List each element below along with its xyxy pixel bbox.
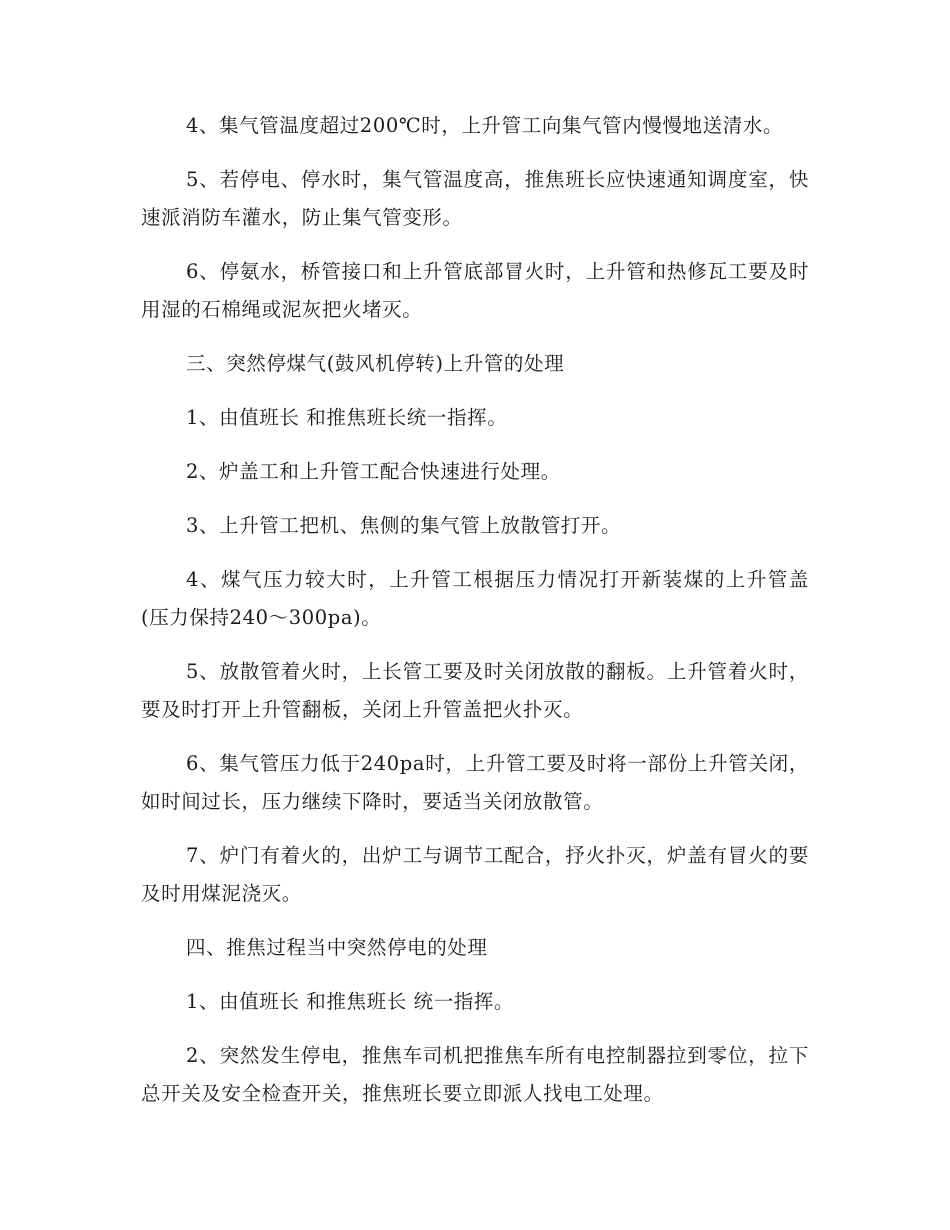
paragraph-item: 1、由值班长 和推焦班长 统一指挥。	[186, 990, 515, 1013]
paragraph-item: 5、放散管着火时，上长管工要及时关闭放散的翻板。上升管着火时，要及时打开上升管翻板，关闭上升管盖把火扑灭。	[141, 660, 809, 721]
document-body	[141, 107, 809, 1129]
paragraph-item: 4、煤气压力较大时，上升管工根据压力情况打开新装煤的上升管盖(压力保持240～300pa)。	[141, 568, 809, 629]
paragraph-item: 2、炉盖工和上升管工配合快速进行处理。	[186, 460, 561, 483]
paragraph-item: 4、集气管温度超过200℃时，上升管工向集气管内慢慢地送清水。	[186, 114, 784, 137]
paragraph-item: 1、由值班长 和推焦班长统一指挥。	[186, 406, 508, 429]
paragraph-item: 5、若停电、停水时，集气管温度高，推焦班长应快速通知调度室，快速派消防车灌水，防止集气管变形。	[141, 168, 809, 229]
paragraph-item: 2、突然发生停电，推焦车司机把推焦车所有电控制器拉到零位，拉下总开关及安全检查开关，推焦班长要立即派人找电工处理。	[141, 1044, 809, 1105]
paragraph-item: 6、集气管压力低于240pa时，上升管工要及时将一部份上升管关闭，如时间过长，压力继续下降时，要适当关闭放散管。	[141, 752, 809, 813]
paragraph-item: 7、炉门有着火的，出炉工与调节工配合，抒火扑灭，炉盖有冒火的要及时用煤泥浇灭。	[141, 844, 809, 905]
paragraph-item: 6、停氨水，桥管接口和上升管底部冒火时，上升管和热修瓦工要及时用湿的石棉绳或泥灰把火堵灭。	[141, 260, 809, 321]
section-heading: 四、推焦过程当中突然停电的处理	[186, 936, 488, 959]
paragraph-item: 3、上升管工把机、焦侧的集气管上放散管打开。	[186, 514, 622, 537]
section-heading: 三、突然停煤气(鼓风机停转)上升管的处理	[186, 352, 565, 375]
